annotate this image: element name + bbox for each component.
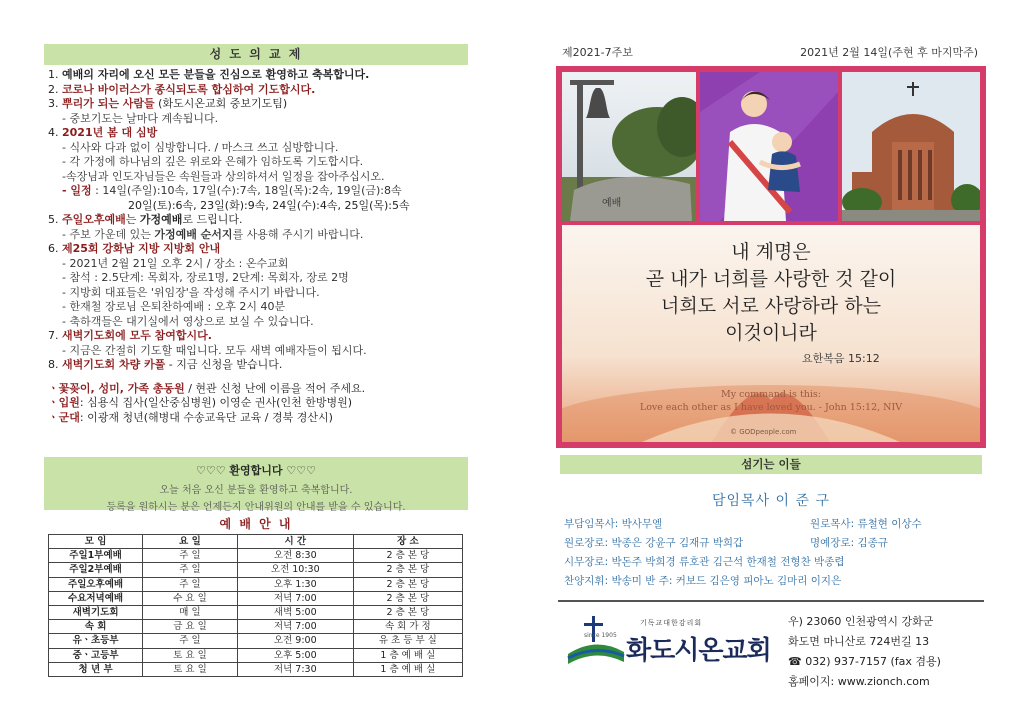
table-cell: 2 층 본 당: [353, 577, 462, 591]
table-cell: 오후 5:00: [237, 648, 353, 662]
announcement-line: [48, 286, 468, 301]
worship-table-wrap: [48, 534, 463, 677]
table-cell: 매 일: [143, 605, 238, 619]
worship-column-header: 요 일: [143, 535, 238, 549]
phone: ☎ 032) 937-7157 (fax 겸용): [788, 655, 941, 668]
table-cell: 유 초 등 부 실: [353, 634, 462, 648]
table-cell: 2 층 본 당: [353, 549, 462, 563]
address-line-1: 우) 23060 인천광역시 강화군: [788, 615, 934, 628]
announcement-text: 로 드립니다.: [182, 213, 243, 226]
announcement-number: 1.: [48, 68, 59, 81]
announcement-text: 를 사용해 주시기 바랍니다.: [232, 227, 364, 241]
table-cell: 저녁 7:30: [237, 662, 353, 676]
cover-image-panel: [556, 66, 986, 448]
verse-reference: 요한복음 15:12: [802, 352, 880, 365]
table-row: [49, 577, 463, 591]
announcement-line: [48, 257, 468, 272]
announcement-line: [48, 344, 468, 359]
welcome-line-1: 오늘 처음 오신 분들을 환영하고 축복합니다.: [159, 485, 353, 496]
worship-column-header: 장 소: [353, 535, 462, 549]
table-row: [49, 634, 463, 648]
announcement-text: - 지방회 대표들은 '위임장'을 작성해 주시기 바랍니다.: [62, 285, 320, 299]
announcement-line: [48, 112, 468, 127]
image-credit: © GODpeople.com: [730, 428, 797, 436]
left-column: [44, 44, 468, 425]
announcement-line: [48, 97, 468, 112]
announcement-list: [44, 68, 468, 373]
active-elders: 시무장로: 박돈주 박희경 류호관 김근석 한재철 전형찬 박종렵: [564, 556, 845, 568]
announcement-text: 2021년 봄 대 심방: [62, 126, 158, 139]
table-row: [49, 549, 463, 563]
table-cell: 저녁 7:00: [237, 620, 353, 634]
table-cell: 중ㆍ고등부: [49, 648, 143, 662]
table-cell: 수요저녁예배: [49, 591, 143, 605]
announcement-number: 3.: [48, 97, 59, 110]
honorary-elder: 명예장로: 김종규: [810, 537, 888, 549]
announcement-line: [48, 141, 468, 156]
table-cell: 오전 8:30: [237, 549, 353, 563]
church-building-photo: [842, 72, 980, 221]
website[interactable]: 홈페이지: www.zionch.com: [788, 675, 930, 688]
bulletin-date: 2021년 2월 14일(주현 후 마지막주): [800, 46, 978, 59]
announcement-text: - 지금 신청을 받습니다.: [165, 358, 283, 371]
worship-column-header: 모 임: [49, 535, 143, 549]
table-cell: 주일오후예배: [49, 577, 143, 591]
table-cell: 1 층 예 배 실: [353, 662, 462, 676]
announcement-text: - 참석 : 2.5단계: 목회자, 장로1명, 2단계: 목회자, 장로 2명: [62, 271, 349, 284]
table-cell: 1 층 예 배 실: [353, 648, 462, 662]
announcement-text: 주일오후예배: [62, 213, 126, 226]
staff-header: 섬기는 이들: [560, 455, 982, 474]
issue-number: 제2021-7주보: [562, 46, 633, 59]
announcement-text: : 14일(주일):10속, 17일(수):7속, 18일(목):2속, 19일(금):8속: [91, 184, 402, 197]
announcement-text: 새벽기도회에 모두 참여합시다.: [62, 329, 212, 342]
announcement-text: - 각 가정에 하나님의 깊은 위로와 은혜가 임하도록 기도합시다.: [62, 155, 364, 168]
announcement-number: 2.: [48, 82, 59, 96]
table-cell: 속 회: [49, 620, 143, 634]
announcement-line: [48, 155, 468, 170]
table-cell: 주 일: [143, 563, 238, 577]
announcement-line: [48, 315, 468, 330]
table-cell: 토 요 일: [143, 648, 238, 662]
table-row: [49, 591, 463, 605]
notice-text: : 이광재 청년(해병대 수송교육단 교육 / 경북 경산시): [79, 410, 333, 424]
associate-pastor: 부담임목사: 박사무엘: [564, 518, 663, 530]
verse-line-4: 이것이니라: [725, 322, 817, 344]
table-cell: 속 회 가 정: [353, 620, 462, 634]
table-cell: 2 층 본 당: [353, 605, 462, 619]
table-cell: 2 층 본 당: [353, 591, 462, 605]
table-row: [49, 648, 463, 662]
senior-pastor: 담임목사 이 준 구: [711, 493, 831, 509]
verse-line-3: 너희도 서로 사랑하라 하는: [660, 295, 881, 317]
table-cell: 주일2부예배: [49, 563, 143, 577]
table-cell: 주 일: [143, 634, 238, 648]
church-logo-icon: [566, 614, 626, 666]
denomination: 기독교대한감리회: [640, 619, 703, 627]
table-cell: 주일1부예배: [49, 549, 143, 563]
announcement-number: 5.: [48, 213, 59, 226]
announcement-text: 코로나 바이러스가 종식되도록 합심하여 기도합시다.: [62, 82, 316, 96]
announcement-number: 8.: [48, 358, 59, 371]
divider: [558, 600, 984, 602]
announcement-text: - 중보기도는 날마다 계속됩니다.: [62, 111, 219, 125]
table-cell: 저녁 7:00: [237, 591, 353, 605]
verse-card: [562, 225, 980, 442]
table-cell: 2 층 본 당: [353, 563, 462, 577]
announcement-line: [48, 213, 468, 228]
table-row: [49, 563, 463, 577]
jesus-illustration: [700, 72, 838, 221]
table-row: [49, 620, 463, 634]
notice-line: [48, 382, 468, 397]
announcement-text: (화도시온교회 중보기도팀): [154, 97, 288, 110]
table-cell: 새벽기도회: [49, 605, 143, 619]
worship-table-header: [49, 535, 463, 549]
announcement-text: - 지금은 간절히 기도할 때입니다. 모두 새벽 예배자들이 됩시다.: [62, 343, 367, 357]
announcement-text: - 식사와 다과 없이 심방합니다. / 마스크 쓰고 심방합니다.: [62, 140, 339, 154]
table-cell: 금 요 일: [143, 620, 238, 634]
announcement-text: - 축하객들은 대기실에서 영상으로 보실 수 있습니다.: [62, 314, 314, 328]
table-cell: 유ㆍ초등부: [49, 634, 143, 648]
announcement-number: 7.: [48, 329, 59, 342]
verse-line-2: 곧 내가 너희를 사랑한 것 같이: [645, 268, 897, 290]
church-contact: [788, 612, 941, 692]
announcement-text: 는: [125, 213, 140, 226]
announcement-text: 뿌리가 되는 사람들: [62, 97, 155, 110]
announcement-text: 20일(토):6속, 23일(화):9속, 24일(수):4속, 25일(목):5속: [128, 198, 410, 212]
address-line-2: 화도면 마니산로 724번길 13: [788, 635, 930, 648]
notice-label: ㆍ입원: [48, 396, 80, 409]
announcement-line: [48, 242, 468, 257]
table-cell: 오전 10:30: [237, 563, 353, 577]
announcement-line: [48, 271, 468, 286]
notice-line: [48, 396, 468, 411]
announcement-line: [48, 199, 468, 214]
announcement-line: [48, 358, 468, 373]
welcome-line-2: 등록을 원하시는 분은 언제든지 안내위원의 안내를 받을 수 있습니다.: [106, 502, 406, 513]
announcement-text: 새벽기도회 차량 카풀: [62, 358, 166, 371]
church-name: 화도시온교회: [626, 636, 771, 666]
announcement-line: [48, 126, 468, 141]
announcement-line: [48, 329, 468, 344]
table-cell: 오전 9:00: [237, 634, 353, 648]
worship-column-header: 시 간: [237, 535, 353, 549]
announcement-text: 가정예배: [139, 213, 183, 226]
announcement-text: 제25회 강화남 지방 지방회 안내: [62, 242, 221, 255]
announcement-number: 4.: [48, 126, 59, 139]
notice-text: : 심용식 집사(일산중심병원) 이영순 권사(인천 한방병원): [79, 396, 353, 409]
notice-label: ㆍ꽃꽂이, 성미, 가족 총동원: [48, 381, 185, 395]
announcement-text: - 2021년 2월 21일 오후 2시 / 장소 : 온수교회: [62, 256, 289, 270]
table-cell: 새벽 5:00: [237, 605, 353, 619]
table-cell: 주 일: [143, 549, 238, 563]
announcement-text: - 일정: [62, 184, 92, 197]
announcement-text: - 한재철 장로님 은퇴찬하예배 : 오후 2시 40분: [62, 300, 286, 313]
worship-title: 예 배 안 내: [219, 517, 293, 531]
announcement-line: [48, 170, 468, 185]
announcement-text: 가정예배 순서지: [154, 227, 233, 241]
verse-line-1: 내 계명은: [731, 241, 811, 263]
worship-table: [48, 534, 463, 677]
bell-monument-photo: [562, 72, 696, 221]
table-cell: 청 년 부: [49, 662, 143, 676]
notice-line: [48, 411, 468, 426]
elders-emeritus: 원로장로: 박종은 강윤구 김재규 박희갑: [564, 537, 744, 549]
table-row: [49, 662, 463, 676]
table-cell: 수 요 일: [143, 591, 238, 605]
choir-staff: 찬양지휘: 박송미 반 주: 커보드 김은영 피아노 김마리 이지은: [564, 575, 842, 587]
notice-list: [44, 382, 468, 426]
table-row: [49, 605, 463, 619]
table-cell: 오후 1:30: [237, 577, 353, 591]
announcement-line: [48, 300, 468, 315]
welcome-title: ♡♡♡ 환영합니다 ♡♡♡: [196, 464, 316, 477]
table-cell: 주 일: [143, 577, 238, 591]
announcement-line: [48, 68, 468, 83]
fellowship-header: 성 도 의 교 제: [44, 44, 468, 65]
stone-inscription: 예배: [602, 198, 622, 209]
announcement-line: [48, 228, 468, 243]
announcement-text: -속장님과 인도자님들은 속원들과 상의하셔서 일정을 잡아주십시오.: [62, 169, 385, 183]
notice-text: / 현관 신청 난에 이름을 적어 주세요.: [184, 381, 366, 395]
announcement-text: 예배의 자리에 오신 모든 분들을 진심으로 환영하고 축복합니다.: [62, 68, 370, 81]
verse-english-1: My command is this:: [720, 389, 822, 400]
announcement-line: [48, 184, 468, 199]
verse-english-2: Love each other as I have loved you. - John 15:12, NIV: [639, 402, 903, 413]
pastor-emeritus: 원로목사: 류철현 이상수: [810, 518, 922, 530]
announcement-line: [48, 83, 468, 98]
since-label: since 1905: [584, 632, 617, 639]
notice-label: ㆍ군대: [48, 410, 80, 424]
announcement-number: 6.: [48, 242, 59, 255]
welcome-box: [44, 457, 468, 513]
announcement-text: - 주보 가운데 있는: [62, 227, 155, 241]
table-cell: 토 요 일: [143, 662, 238, 676]
